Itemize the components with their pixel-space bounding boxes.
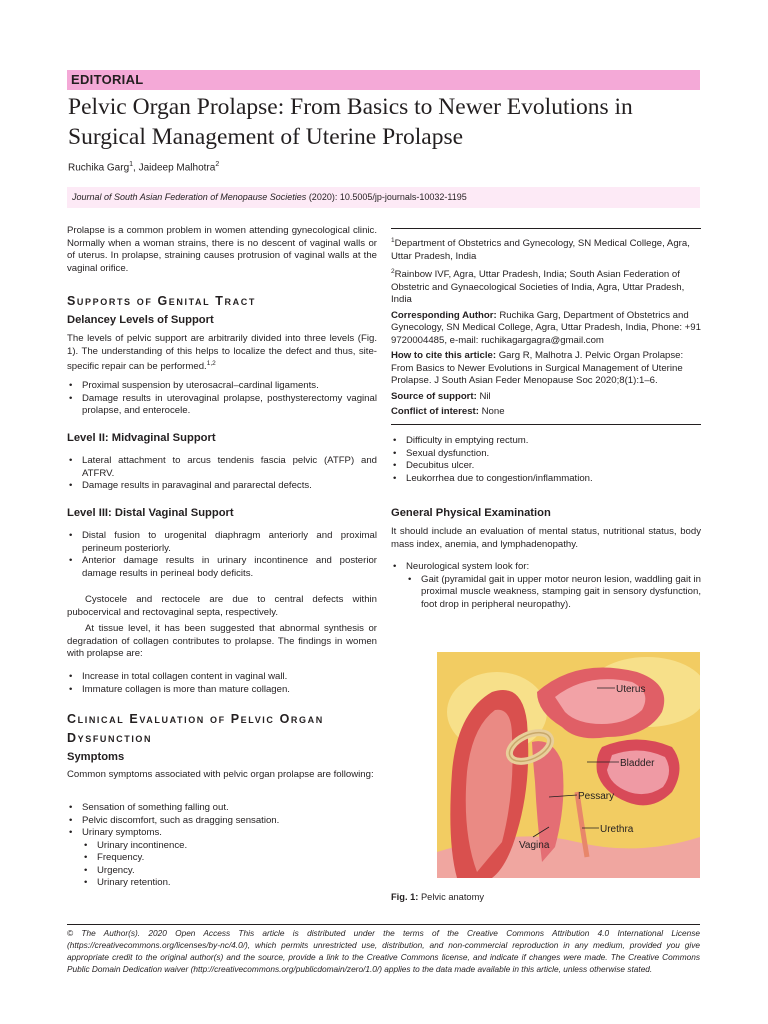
bullet-list	[67, 530, 377, 580]
figure-caption: Fig. 1: Pelvic anatomy	[391, 892, 484, 902]
list-item: • Sexual dysfunction.	[391, 448, 701, 461]
anatomy-illustration	[437, 652, 700, 878]
list-item: • Pelvic discomfort, such as dragging sensation.	[67, 815, 377, 828]
list-item: • Leukorrhea due to congestion/inflammation.	[391, 473, 701, 486]
label-urethra: Urethra	[600, 824, 634, 835]
journal-name: Journal of South Asian Federation of Menopause Societies	[72, 192, 307, 202]
body-paragraph: At tissue level, it has been suggested that abnormal synthesis or degradation of collagen contributes to prolapse. The findings in women with prolapse are:	[67, 623, 377, 659]
label-pessary: Pessary	[578, 791, 615, 802]
subsection-heading: Level II: Midvaginal Support	[67, 432, 216, 444]
list-item: • Increase in total collagen content in vaginal wall.	[67, 671, 377, 684]
list-item: • Decubitus ulcer.	[391, 460, 701, 473]
bullet-list	[67, 802, 377, 890]
bullet-list	[67, 455, 377, 493]
body-paragraph: It should include an evaluation of mental status, nutritional status, body mass index, anemia, and lymphadenopathy.	[391, 526, 701, 550]
divider	[391, 228, 701, 229]
list-item: • Damage results in uterovaginal prolapse, posthysterectomy vaginal prolapse, and enterocele.	[67, 393, 377, 418]
body-paragraph: Common symptoms associated with pelvic organ prolapse are following:	[67, 769, 374, 780]
license-footer: © The Author(s). 2020 Open Access This article is distributed under the terms of the Creative Commons Attribution 4.0 International License (https://creativecommons.org/licenses/by-nc/4.0/), which permits unrestricted use, distribution, and non-commercial reproduction in any medium, provided you give appropriate credit to the original author(s) and the source, provide a link to the Creative Commons license, and indicate if changes were made. The Creative Commons Public Domain Dedication waiver (http://creativecommons.org/publicdomain/zero/1.0/) applies to the data made available in this article, unless otherwise stated.	[67, 928, 700, 974]
label-bladder: Bladder	[620, 758, 655, 769]
list-item: • Urinary symptoms.	[67, 827, 377, 840]
article-title: Pelvic Organ Prolapse: From Basics to Newer Evolutions in Surgical Management of Uterine Prolapse	[68, 94, 633, 150]
support-info: Source of support: Nil	[391, 390, 491, 402]
bullet-list	[391, 561, 701, 611]
list-item: • Neurological system look for:	[391, 561, 701, 574]
list-item: • Urinary retention.	[67, 877, 377, 890]
subsection-heading: Delancey Levels of Support	[67, 314, 214, 326]
list-item: • Lateral attachment to arcus tendenis fascia pelvic (ATFP) and ATFRV.	[67, 455, 377, 480]
subsection-heading: General Physical Examination	[391, 507, 551, 519]
bullet-list	[67, 671, 377, 696]
section-heading: Clinical Evaluation of Pelvic Organ Dysfunction	[67, 712, 324, 745]
list-item: • Urinary incontinence.	[67, 840, 377, 853]
journal-band	[67, 187, 700, 208]
list-item: • Frequency.	[67, 852, 377, 865]
list-item: • Anterior damage results in urinary incontinence and posterior damage results in perineal body deficits.	[67, 555, 377, 580]
subsection-heading: Symptoms	[67, 751, 125, 763]
list-item: • Difficulty in emptying rectum.	[391, 435, 701, 448]
list-item: • Immature collagen is more than mature collagen.	[67, 684, 377, 697]
section-banner	[67, 70, 700, 90]
label-uterus: Uterus	[616, 684, 646, 695]
conflict-info: Conflict of interest: None	[391, 406, 505, 418]
citation-ref: 1,2	[206, 360, 216, 367]
footer-divider	[67, 924, 700, 925]
list-item: • Damage results in paravaginal and pararectal defects.	[67, 480, 377, 493]
bullet-list	[67, 380, 377, 418]
section-label: EDITORIAL	[71, 72, 144, 87]
author-name: Jaideep Malhotra	[138, 162, 216, 174]
body-paragraph: Cystocele and rectocele are due to central defects within pubocervical and rectovaginal septa, respectively.	[67, 594, 377, 618]
citation-info: How to cite this article: Garg R, Malhotra J. Pelvic Organ Prolapse: From Basics to Newer Evolutions in Surgical Management of Uterine Prolapse. J South Asian Feder Menopause Soc 2020;8(1):1–6.	[391, 350, 684, 387]
list-item: • Proximal suspension by uterosacral–cardinal ligaments.	[67, 380, 377, 393]
author-list: Ruchika Garg$^1$, Jaideep Malhotra$^2$	[68, 161, 220, 174]
divider	[391, 424, 701, 425]
list-item: • Distal fusion to urogenital diaphragm anteriorly and proximal perineum posteriorly.	[67, 530, 377, 555]
list-item: • Urgency.	[67, 865, 377, 878]
body-paragraph: The levels of pelvic support are arbitrarily divided into three levels (Fig. 1). The understanding of this helps to localize the defect and thus, site-specific repair can be performed.$^{1,2}$	[67, 333, 377, 373]
list-item: • Sensation of something falling out.	[67, 802, 377, 815]
affiliations: $^1$Department of Obstetrics and Gynecology, SN Medical College, Agra, Uttar Pradesh, India $^2$Rainbow IVF, Agra, Uttar Pradesh, India; South Asian Federation of Obstetric and Gynaecological Societies of India, Agra, Uttar Pradesh, India Corresponding Author: Ruchika Garg, Department of Obstetrics and Gynecology, SN Medical College, Agra, Uttar Pradesh, India, Phone: +91 9720004485, e-mail: ruchikagargagra@gmail.com How to cite this article: Garg R, Malhotra J. Pelvic Organ Prolapse: From Basics to Newer Evolutions in Surgical Management of Uterine Prolapse. J South Asian Feder Menopause Soc 2020;8(1):1–6. Source of support: Nil Conflict of interest: None	[391, 237, 701, 418]
pelvic-anatomy-figure	[437, 652, 700, 878]
subsection-heading: Level III: Distal Vaginal Support	[67, 507, 234, 519]
journal-doi: (2020): 10.5005/jp-journals-10032-1195	[306, 192, 467, 202]
affiliation: Rainbow IVF, Agra, Uttar Pradesh, India; South Asian Federation of Obstetric and Gynaecological Societies of India, Agra, Uttar Pradesh, India	[391, 269, 685, 306]
corresponding-author: Corresponding Author: Ruchika Garg, Department of Obstetrics and Gynecology, SN Medical College, Agra, Uttar Pradesh, India, Phone: +91 9720004485, e-mail: ruchikagargagra@gmail.com	[391, 309, 701, 346]
list-item: • Gait (pyramidal gait in upper motor neuron lesion, waddling gait in proximal muscle weakness, stamping gait in sensory dysfunction, foot drop in peripheral neuropathy).	[391, 574, 701, 612]
intro-paragraph: Prolapse is a common problem in women attending gynecological clinic. Normally when a woman strains, there is no descent of vaginal walls or of uterus. In prolapse, straining causes protrusion of vaginal walls at the vaginal orifice.	[67, 225, 377, 274]
section-heading: Supports of Genital Tract	[67, 294, 256, 308]
label-vagina: Vagina	[519, 840, 550, 851]
bullet-list	[391, 435, 701, 485]
affiliation: Department of Obstetrics and Gynecology, SN Medical College, Agra, Uttar Pradesh, India	[391, 238, 690, 262]
author-name: Ruchika Garg	[68, 162, 130, 174]
